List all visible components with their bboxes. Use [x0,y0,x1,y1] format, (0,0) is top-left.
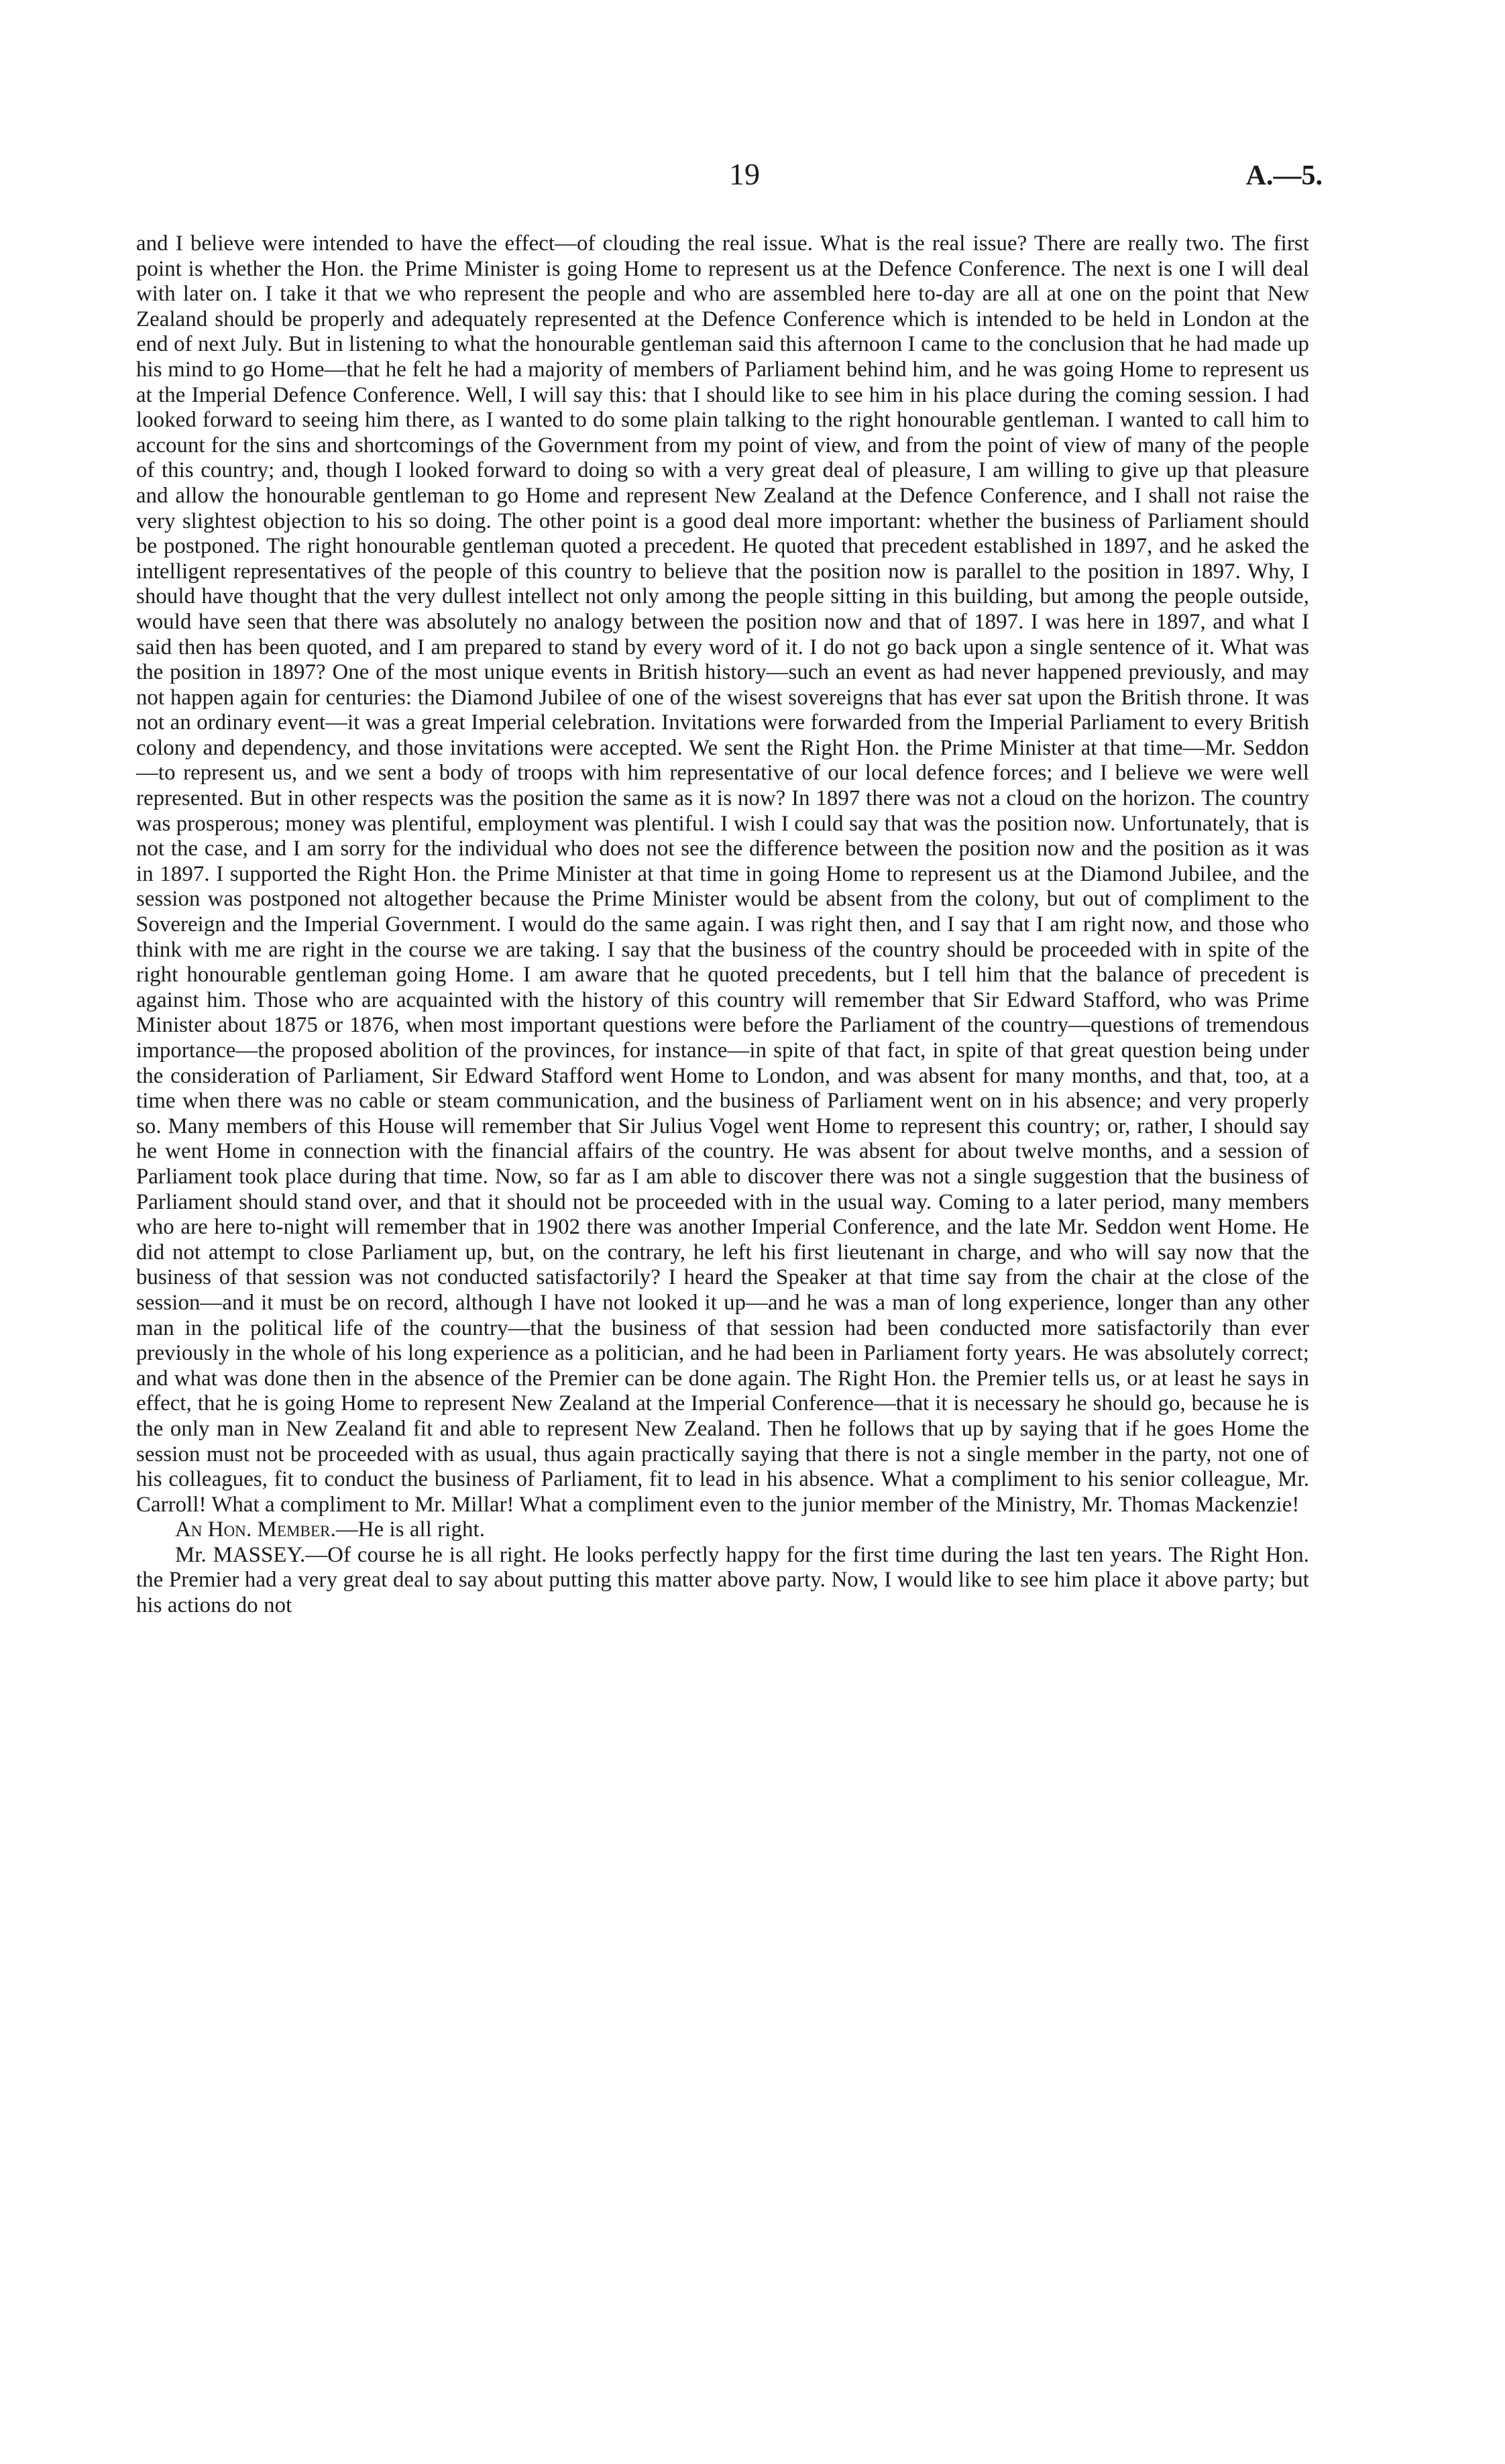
paragraph-text: —He is all right. [335,1517,486,1542]
paragraph-interjection [136,1517,1309,1543]
document-reference: A.—5. [1245,160,1323,191]
paragraph-main [136,231,1309,1517]
page-number: 19 [729,157,760,191]
speaker-name: An Hon. Member. [175,1517,336,1542]
paragraph-text: —Of course he is all right. He looks perfectly happy for the first time during the last ten years. The Right Hon. the Premier had a very great deal to say about putting this matter above party. Now, I would like to see him place it above party; but his actions do not [136,1542,1309,1618]
paragraph-text: and I believe were intended to have the effect—of clouding the real issue. What is the real issue? There are really two. The first point is whether the Hon. the Prime Minister is going Home to represent us at the Defence Conference. The next is one I will deal with later on. I take it that we who represent the people and who are assembled here to-day are all at one on the point that New Zealand should be properly and adequately represented at the Defence Conference which is intended to be held in London at the end of next July. But in listening to what the honourable gentleman said this afternoon I came to the conclusion that he had made up his mind to go Home—that he felt he had a majority of members of Parliament behind him, and he was going Home to represent us at the Imperial Defence Conference. Well, I will say this: that I should like to see him in his place during the coming session. I had looked forward to seeing him there, as I wanted to do some plain talking to the right honourable gentleman. I wanted to call him to account for the sins and shortcomings of the Government from my point of view, and from the point of view of many of the people of this country; and, though I looked forward to doing so with a very great deal of pleasure, I am willing to give up that pleasure and allow the honourable gentleman to go Home and represent New Zealand at the Defence Conference, and I shall not raise the very slightest objection to his so doing. The other point is a good deal more important: whether the business of Parliament should be postponed. The right honourable gentleman quoted a precedent. He quoted that precedent established in 1897, and he asked the intelligent representatives of the people of this country to believe that the position now is parallel to the position in 1897. Why, I should have thought that the very dullest intellect not only among the people sitting in this building, but among the people outside, would have seen that there was absolutely no analogy between the position now and that of 1897. I was here in 1897, and what I said then has been quoted, and I am prepared to stand by every word of it. I do not go back upon a single sentence of it. What was the position in 1897? One of the most unique events in British history—such an event as had never happened previously, and may not happen again for centuries: the Diamond Jubilee of one of the wisest sovereigns that has ever sat upon the British throne. It was not an ordinary event—it was a great Imperial celebration. Invitations were forwarded from the Imperial Parliament to every British colony and dependency, and those invitations were accepted. We sent the Right Hon. the Prime Minister at that time—Mr. Seddon—to represent us, and we sent a body of troops with him representative of our local defence forces; and I believe we were well represented. But in other respects was the position the same as it is now? In 1897 there was not a cloud on the horizon. The country was prosperous; money was plentiful, employment was plentiful. I wish I could say that was the position now. Unfortunately, that is not the case, and I am sorry for the individual who does not see the difference between the position now and the position as it was in 1897. I supported the Right Hon. the Prime Minister at that time in going Home to represent us at the Diamond Jubilee, and the session was postponed not altogether because the Prime Minister would be absent from the colony, but out of compliment to the Sovereign and the Imperial Government. I would do the same again. I was right then, and I say that I am right now, and those who think with me are right in the course we are taking. I say that the business of the country should be proceeded with in spite of the right honourable gentleman going Home. I am aware that he quoted precedents, but I tell him that the balance of precedent is against him. Those who are acquainted with the history of this country will remember that Sir Edward Stafford, who was Prime Minister about 1875 or 1876, when most important questions were before the Parliament of the country—questions of tremendous importance—the proposed abolition of the provinces, for instance—in spite of that fact, in spite of that great question being under the consideration of Parliament, Sir Edward Stafford went Home to London, and was absent for many months, and that, too, at a time when there was no cable or steam communication, and the business of Parliament went on in his absence; and very properly so. Many members of this House will remember that Sir Julius Vogel went Home to represent this country; or, rather, I should say he went Home in connection with the financial affairs of the country. He was absent for about twelve months, and a session of Parliament took place during that time. Now, so far as I am able to discover there was not a single suggestion that the business of Parliament should stand over, and that it should not be proceeded with in the usual way. Coming to a later period, many members who are here to-night will remember that in 1902 there was another Imperial Conference, and the late Mr. Seddon went Home. He did not attempt to close Parliament up, but, on the contrary, he left his first lieutenant in charge, and who will say now that the business of that session was not conducted satisfactorily? I heard the Speaker at that time say from the chair at the close of the session—and it must be on record, although I have not looked it up—and he was a man of long experience, longer than any other man in the political life of the country—that the business of that session had been conducted more satisfactorily than ever previously in the whole of his long experience as a politician, and he had been in Parliament forty years. He was absolutely correct; and what was done then in the absence of the Premier can be done again. The Right Hon. the Premier tells us, or at least he says in effect, that he is going Home to represent New Zealand at the Imperial Conference—that it is necessary he should go, because he is the only man in New Zealand fit and able to represent New Zealand. Then he follows that up by saying that if he goes Home the session must not be proceeded with as usual, thus again practically saying that there is not a single member in the party, not one of his colleagues, fit to conduct the business of Parliament, fit to lead in his absence. What a compliment to his senior colleague, Mr. Carroll! What a compliment to Mr. Millar! What a compliment even to the junior member of the Ministry, Mr. Thomas Mackenzie! [136,231,1309,1517]
paragraph-speech [136,1543,1309,1619]
document-body [136,231,1309,1619]
speaker-name: Mr. MASSEY. [175,1542,306,1567]
